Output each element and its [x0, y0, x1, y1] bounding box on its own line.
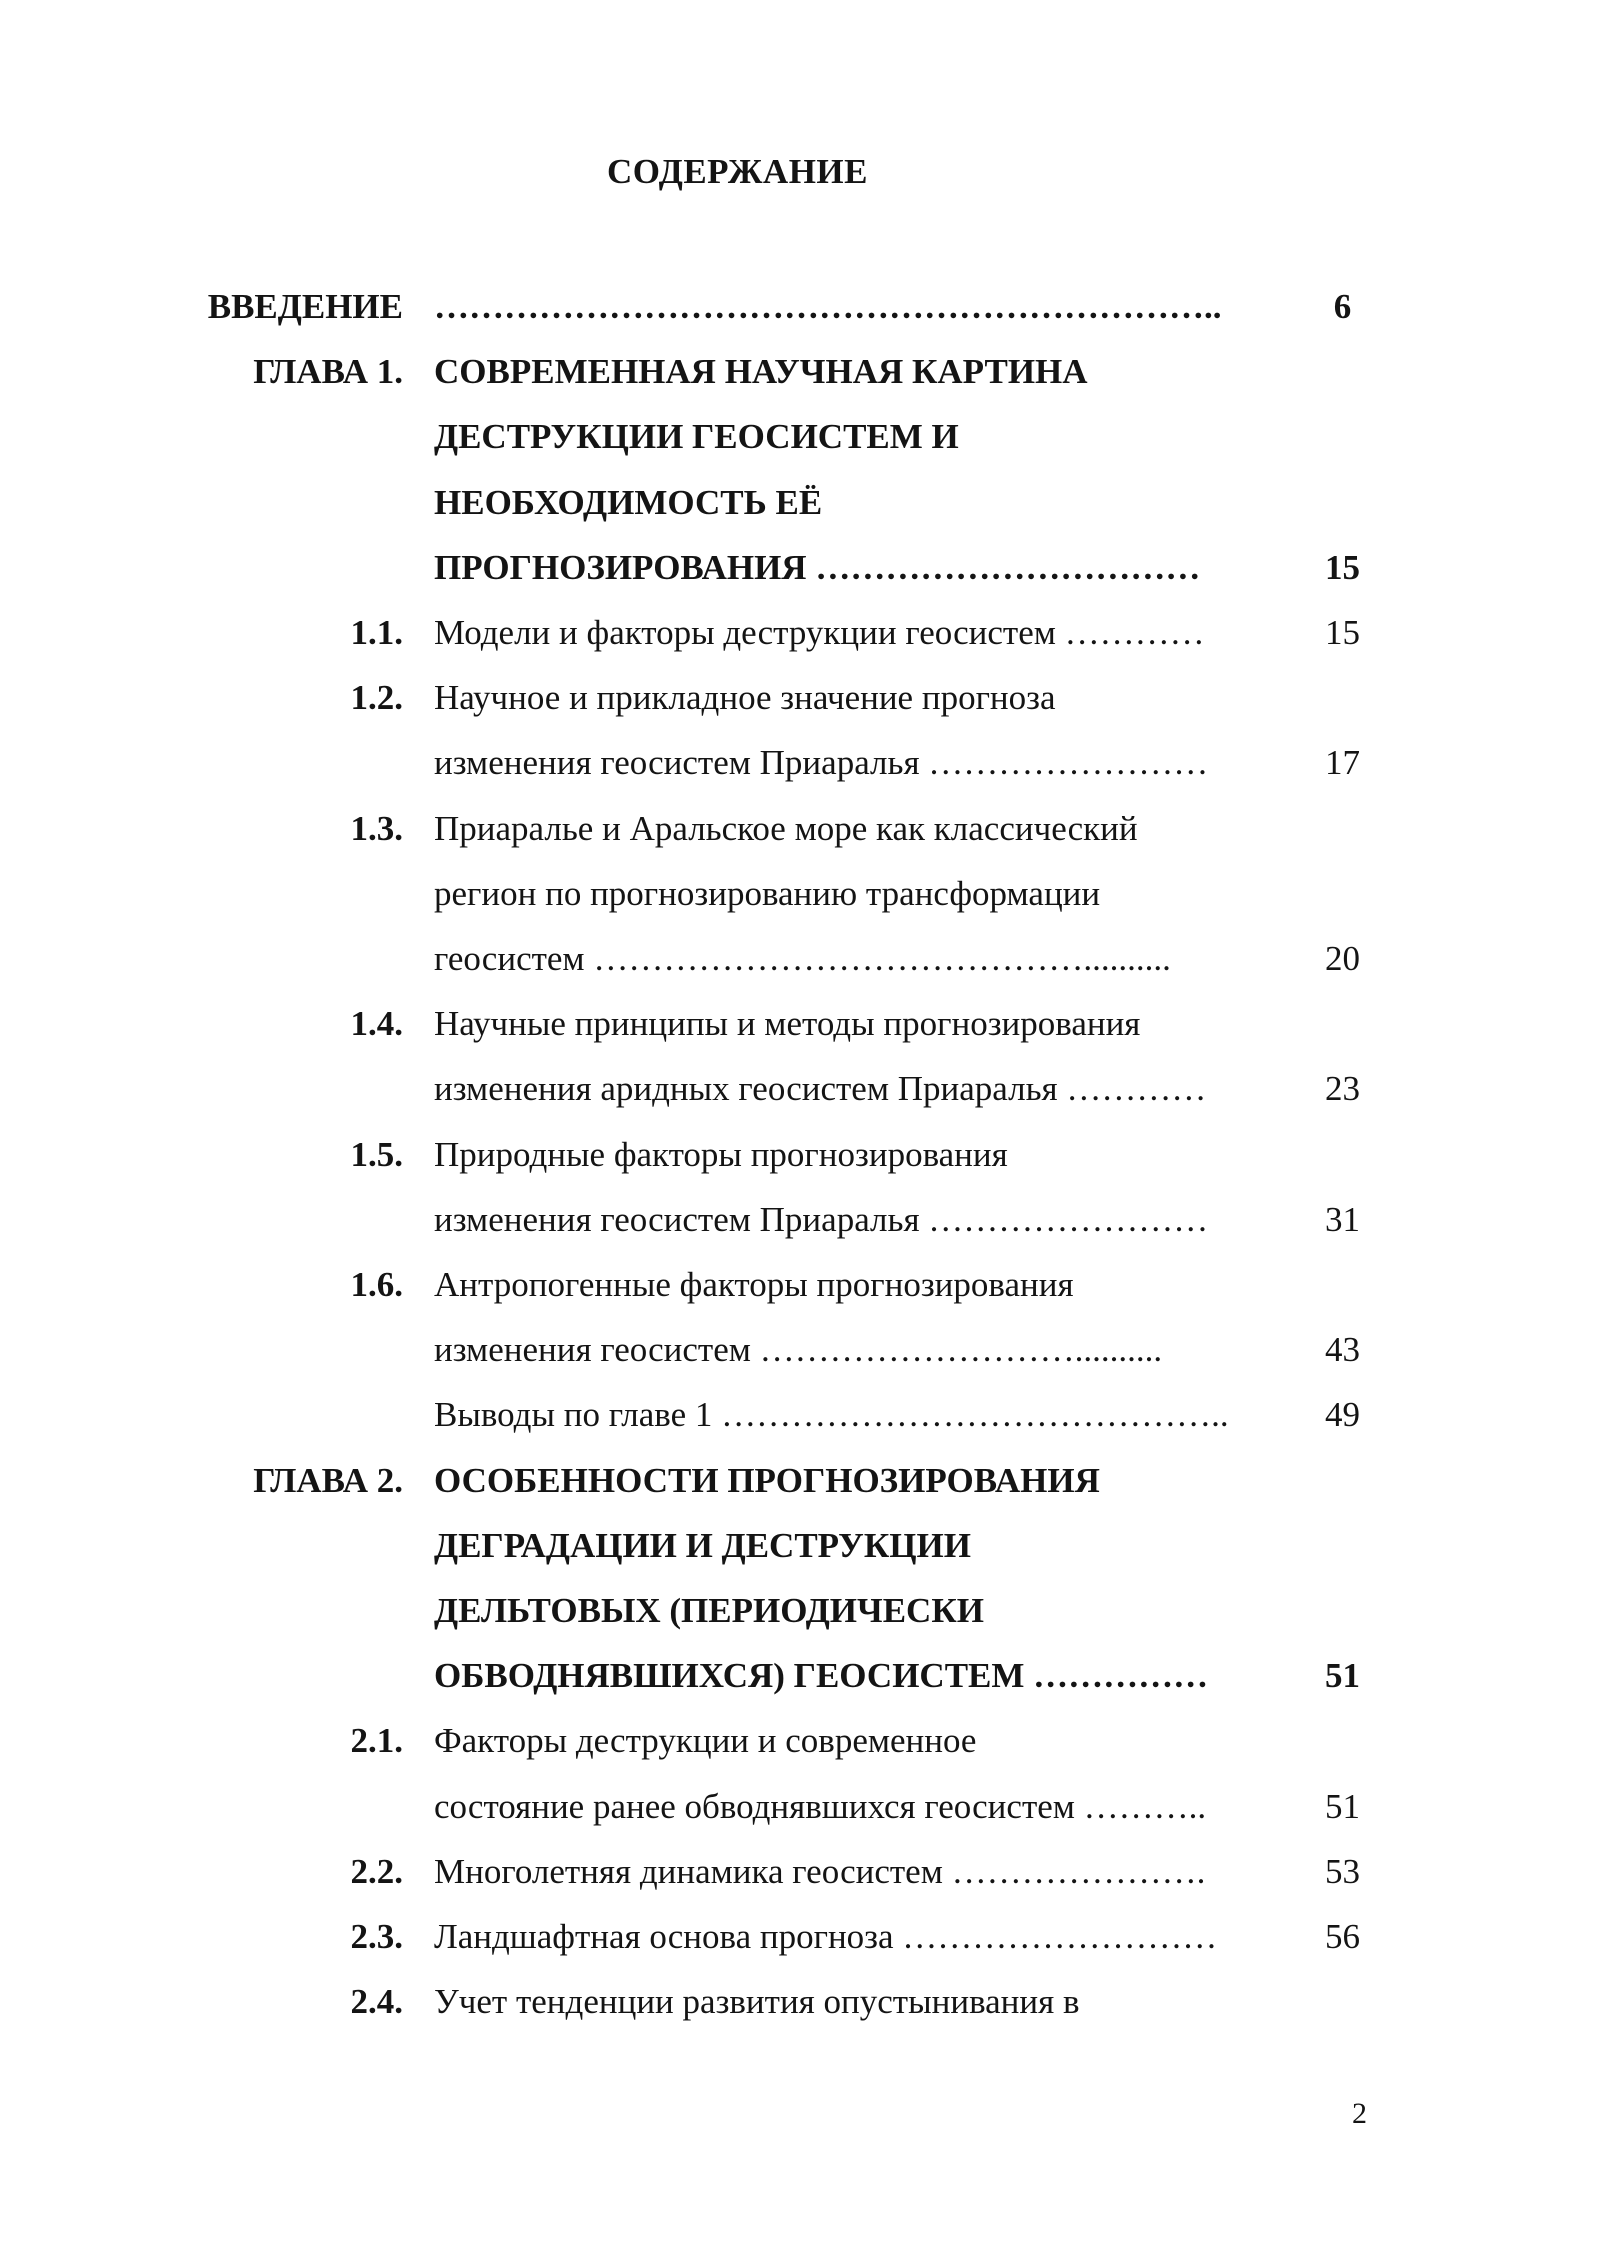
toc-entry-page: 23 — [1325, 1069, 1360, 1109]
toc-line — [0, 678, 1600, 743]
toc-line — [0, 287, 1600, 352]
toc-entry-label: 1.5. — [350, 1134, 403, 1174]
toc-line — [0, 548, 1600, 613]
toc-entry-text: Научное и прикладное значение прогноза — [434, 678, 1056, 718]
toc-entry-text: Природные факторы прогнозирования — [434, 1134, 1008, 1174]
toc-line — [0, 1787, 1600, 1852]
toc-entry-text: ………………………………………………………….. — [434, 287, 1222, 326]
toc-line — [0, 1004, 1600, 1069]
toc-entry-text: НЕОБХОДИМОСТЬ ЕЁ — [434, 482, 823, 522]
toc-entry-text: геосистем …………………………………….......... — [434, 939, 1171, 978]
toc-entry-text: изменения геосистем Приаралья …………………… — [434, 1199, 1209, 1239]
toc-line — [0, 1526, 1600, 1591]
toc-line — [0, 743, 1600, 808]
toc-entry-page: 15 — [1325, 613, 1360, 652]
toc-line — [0, 1591, 1600, 1656]
toc-entry-text: изменения геосистем Приаралья …………………… — [434, 743, 1209, 783]
toc-line — [0, 1917, 1600, 1982]
toc-line — [0, 1200, 1600, 1265]
toc-entry-text: ПРОГНОЗИРОВАНИЯ …………………………… — [434, 547, 1201, 587]
toc-entry-text: Многолетняя динамика геосистем …………………. — [434, 1851, 1206, 1891]
toc-entry-text: Антропогенные факторы прогнозирования — [434, 1265, 1074, 1304]
page-number: 2 — [1352, 2097, 1367, 2130]
toc-entry-text: изменения аридных геосистем Приаралья ………… — [434, 1069, 1207, 1109]
toc-entry-text: Приаралье и Аральское море как классический — [434, 808, 1138, 848]
toc-entry-label: ГЛАВА 1. — [253, 352, 403, 392]
toc-line — [0, 1461, 1600, 1526]
toc-entry-text: Факторы деструкции и современное — [434, 1721, 977, 1761]
toc-line — [0, 1265, 1600, 1330]
toc-line — [0, 1982, 1600, 2047]
toc-entry-text: ДЕСТРУКЦИИ ГЕОСИСТЕМ И — [434, 417, 959, 457]
toc-line — [0, 352, 1600, 417]
toc-entry-page: 6 — [1333, 287, 1352, 326]
toc-entry-text: СОВРЕМЕННАЯ НАУЧНАЯ КАРТИНА — [434, 352, 1088, 392]
toc-entry-label: 1.4. — [350, 1004, 403, 1044]
toc-entry-text: Научные принципы и методы прогнозирования — [434, 1004, 1141, 1044]
toc-line — [0, 417, 1600, 482]
toc-entry-label: 1.6. — [350, 1265, 403, 1304]
toc-entry-text: регион по прогнозированию трансформации — [434, 873, 1101, 913]
toc-entry-text: ОСОБЕННОСТИ ПРОГНОЗИРОВАНИЯ — [434, 1460, 1100, 1500]
toc-entry-label: 2.2. — [350, 1851, 403, 1891]
toc-line — [0, 1656, 1600, 1721]
toc-line — [0, 874, 1600, 939]
toc-entry-page: 51 — [1325, 1786, 1360, 1826]
toc-line — [0, 483, 1600, 548]
toc-entry-page: 51 — [1325, 1656, 1360, 1696]
toc-entry-label: 1.1. — [350, 613, 403, 652]
toc-title: СОДЕРЖАНИЕ — [606, 152, 868, 191]
toc-entry-label: 2.1. — [350, 1721, 403, 1761]
toc-entry-label: 2.3. — [350, 1917, 403, 1956]
toc-entry-page: 31 — [1325, 1199, 1360, 1239]
toc-entry-text: ДЕЛЬТОВЫХ (ПЕРИОДИЧЕСКИ — [434, 1591, 984, 1630]
toc-entry-label: ГЛАВА 2. — [253, 1460, 403, 1500]
toc-line — [0, 1069, 1600, 1134]
toc-entry-label: 1.2. — [350, 678, 403, 718]
toc-entry-text: Выводы по главе 1 …………………………………….. — [434, 1395, 1229, 1435]
toc-entry-text: Учет тенденции развития опустынивания в — [434, 1982, 1080, 2022]
toc-entry-page: 53 — [1325, 1851, 1360, 1891]
toc-line — [0, 1330, 1600, 1395]
toc-line — [0, 1395, 1600, 1460]
toc-entry-text: ДЕГРАДАЦИИ И ДЕСТРУКЦИИ — [434, 1525, 971, 1565]
toc-line — [0, 613, 1600, 678]
toc-entry-text: Модели и факторы деструкции геосистем ………… — [434, 613, 1205, 652]
toc-line — [0, 1852, 1600, 1917]
toc-entry-page: 49 — [1325, 1395, 1360, 1435]
toc-line — [0, 1135, 1600, 1200]
toc-line — [0, 1721, 1600, 1786]
toc-line — [0, 939, 1600, 1004]
toc-entry-label: 2.4. — [350, 1982, 403, 2022]
toc-entry-page: 43 — [1325, 1330, 1360, 1370]
toc-entry-page: 17 — [1325, 743, 1360, 783]
toc-entry-page: 20 — [1325, 939, 1360, 978]
toc-entry-text: изменения геосистем ……………………….......... — [434, 1330, 1163, 1370]
toc-entry-label: 1.3. — [350, 808, 403, 848]
toc-entry-text: ОБВОДНЯВШИХСЯ) ГЕОСИСТЕМ …………… — [434, 1656, 1209, 1696]
toc-line — [0, 809, 1600, 874]
toc-entry-text: Ландшафтная основа прогноза ……………………… — [434, 1917, 1218, 1956]
toc-entry-label: ВВЕДЕНИЕ — [207, 287, 403, 326]
toc-entry-page: 15 — [1325, 547, 1360, 587]
toc-entry-page: 56 — [1325, 1917, 1360, 1956]
toc-entry-text: состояние ранее обводнявшихся геосистем ……….. — [434, 1786, 1207, 1826]
